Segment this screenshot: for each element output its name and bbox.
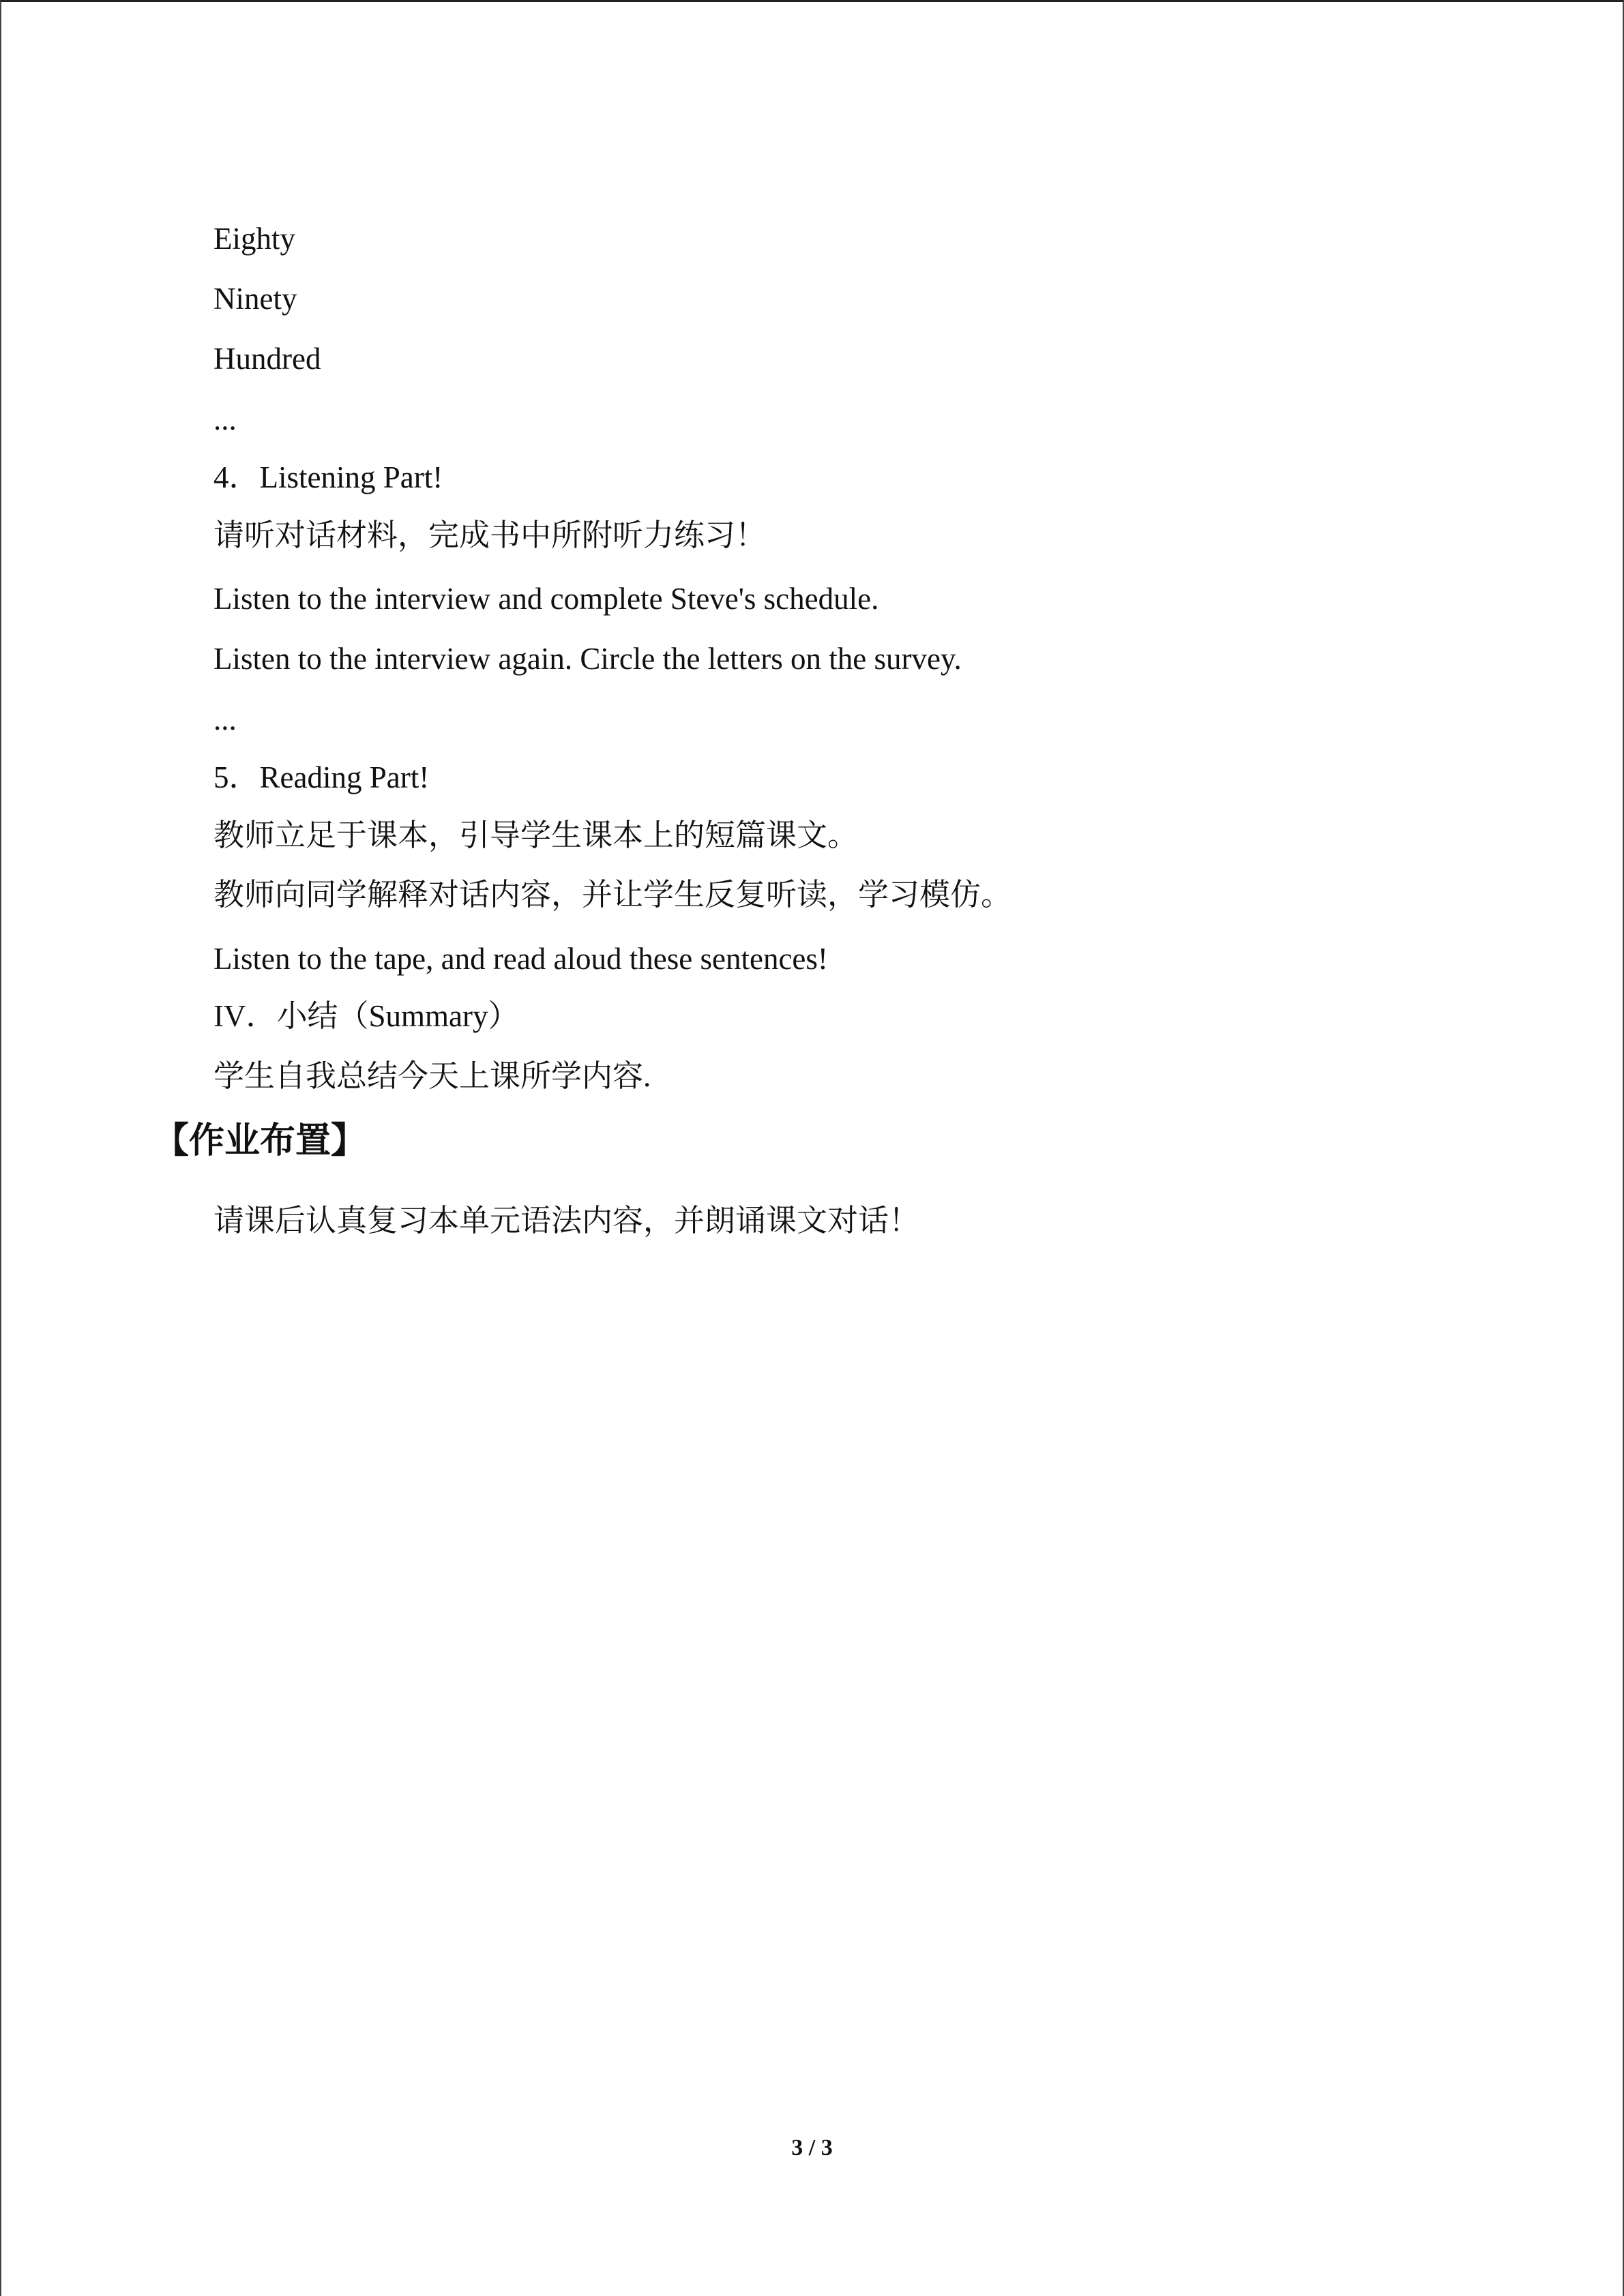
text-line-ninety: Ninety (213, 282, 297, 316)
homework-text: 请课后认真复习本单元语法内容，并朗诵课文对话！ (213, 1204, 920, 1238)
section-listening-part: 4．Listening Part! (213, 460, 443, 494)
text-line-listening-instruction: 请听对话材料，完成书中所附听力练习！ (213, 518, 767, 552)
page-number: 3 / 3 (791, 2135, 833, 2160)
homework-heading: 【作业布置】 (153, 1120, 367, 1161)
section-summary: IV．小结（Summary） (213, 999, 519, 1033)
text-line-listen-tape: Listen to the tape, and read aloud these sentences! (213, 942, 828, 976)
text-line-ellipsis: ... (213, 702, 237, 736)
text-line-teacher-explain: 教师向同学解释对话内容，并让学生反复听读，学习模仿。 (213, 878, 1012, 912)
text-line-listen-again: Listen to the interview again. Circle the letters on the survey. (213, 642, 962, 676)
text-line-teacher-textbook: 教师立足于课本，引导学生课本上的短篇课文。 (213, 818, 859, 852)
text-line-hundred: Hundred (213, 342, 321, 376)
text-line-summary-content: 学生自我总结今天上课所学内容. (213, 1059, 651, 1093)
text-line-listen-interview: Listen to the interview and complete Steve's schedule. (213, 582, 879, 616)
section-reading-part: 5．Reading Part! (213, 760, 430, 794)
text-line-eighty: Eighty (213, 222, 295, 256)
text-line-ellipsis: ... (213, 402, 237, 436)
